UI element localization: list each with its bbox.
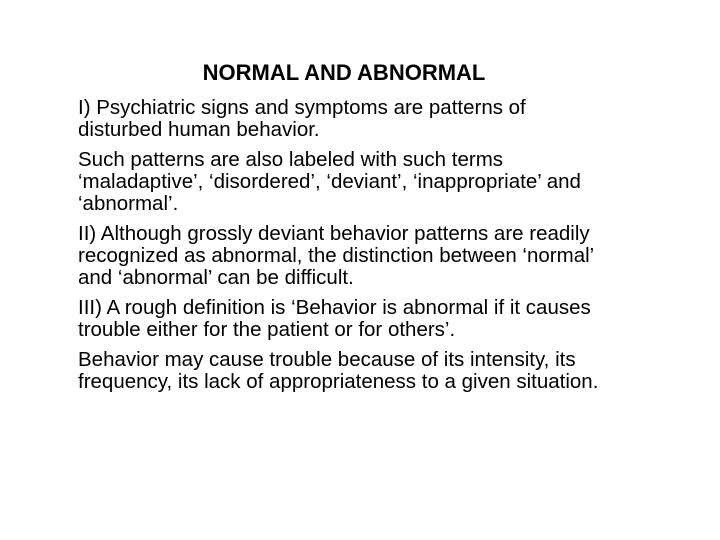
slide-title: NORMAL AND ABNORMAL (202, 60, 486, 85)
text-line: disturbed human behavior. (78, 118, 320, 141)
paragraph-5 (78, 349, 718, 393)
text-line: ‘abnormal’. (78, 192, 179, 215)
text-line: II) Although grossly deviant behavior patterns are readily (78, 222, 590, 245)
paragraph-1 (78, 97, 718, 141)
text-line: I) Psychiatric signs and symptoms are patterns of (78, 96, 526, 119)
text-line: trouble either for the patient or for others’. (78, 318, 456, 341)
text-line: ‘maladaptive’, ‘disordered’, ‘deviant’, ‘inappropriate’ and (78, 170, 581, 193)
text-line: and ‘abnormal’ can be difficult. (78, 266, 354, 289)
slide-body (78, 97, 718, 401)
text-line: III) A rough definition is ‘Behavior is abnormal if it causes (78, 296, 591, 319)
text-line: recognized as abnormal, the distinction between ‘normal’ (78, 244, 595, 267)
text-line: Such patterns are also labeled with such terms (78, 148, 504, 171)
paragraph-4 (78, 297, 718, 341)
text-line: frequency, its lack of appropriateness to a given situation. (78, 370, 599, 393)
paragraph-2 (78, 149, 718, 215)
text-line: Behavior may cause trouble because of its intensity, its (78, 348, 576, 371)
paragraph-3 (78, 223, 718, 289)
